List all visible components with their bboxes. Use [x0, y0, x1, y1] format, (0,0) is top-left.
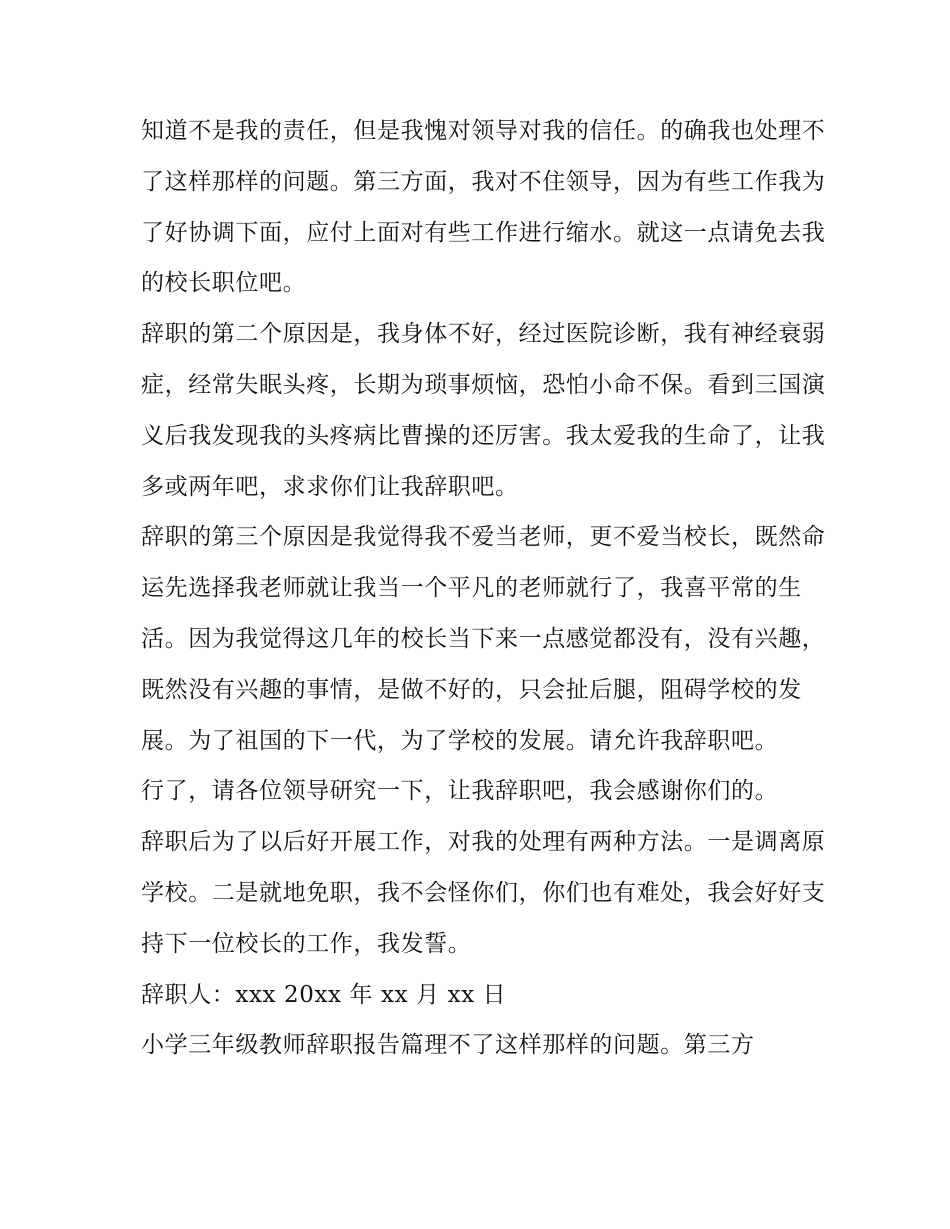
- paragraph-responsibility: 知道不是我的责任，但是我愧对领导对我的信任。的确我也处理不了这样那样的问题。第三方面，我对不住领导，因为有些工作我为了好协调下面，应付上面对有些工作进行缩水。就这一点请免去我的校长职位吧。: [141, 118, 826, 297]
- paragraph-after-resignation: 辞职后为了以后好开展工作，对我的处理有两种方法。一是调离原学校。二是就地免职，我不会怪你们，你们也有难处，我会好好支持下一位校长的工作，我发誓。: [141, 829, 826, 957]
- paragraph-request: 行了，请各位领导研究一下，让我辞职吧，我会感谢你们的。: [141, 778, 779, 805]
- paragraph-next-section: 小学三年级教师辞职报告篇理不了这样那样的问题。第三方: [141, 1032, 755, 1059]
- body-text: [141, 106, 831, 1071]
- paragraph-third-reason: 辞职的第三个原因是我觉得我不爱当老师，更不爱当校长，既然命运先选择我老师就让我当一个平凡的老师就行了，我喜平常的生活。因为我觉得这几年的校长当下来一点感觉都没有，没有兴趣，既然没有兴趣的事情，是做不好的，只会扯后腿，阻碍学校的发展。为了祖国的下一代，为了学校的发展。请允许我辞职吧。: [141, 524, 826, 754]
- paragraph-second-reason: 辞职的第二个原因是，我身体不好，经过医院诊断，我有神经衰弱症，经常失眠头疼，长期为琐事烦恼，恐怕小命不保。看到三国演义后我发现我的头疼病比曹操的还厉害。我太爱我的生命了，让我多或两年吧，求求你们让我辞职吧。: [141, 321, 826, 500]
- signature-line: 辞职人：xxx 20xx 年 xx 月 xx 日: [141, 981, 507, 1008]
